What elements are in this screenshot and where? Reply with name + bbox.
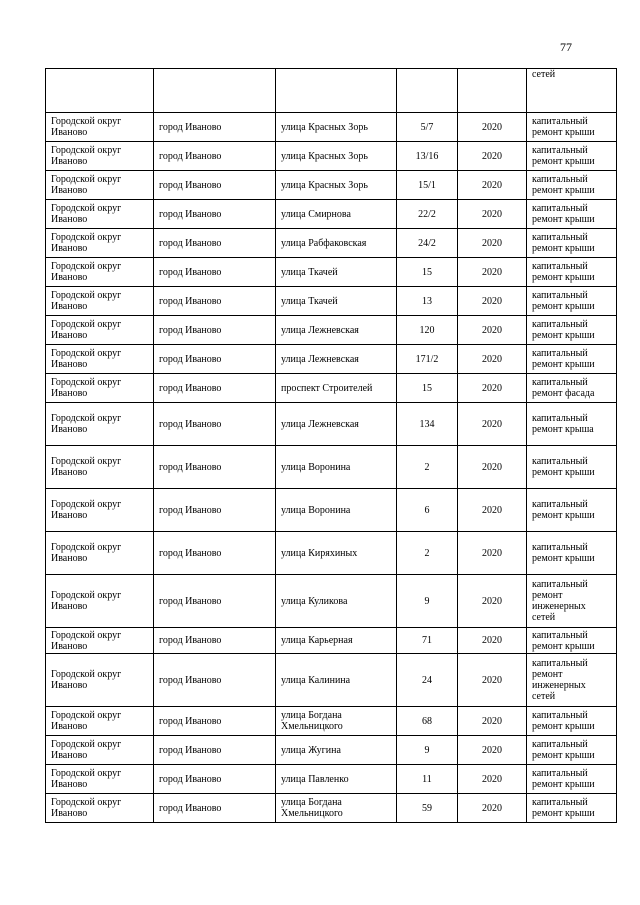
year-cell: 2020 xyxy=(458,113,527,142)
work-cell: капитальный ремонт крыши xyxy=(527,287,617,316)
street-cell: улица Ткачей xyxy=(276,258,397,287)
table-row xyxy=(46,532,617,575)
table-row xyxy=(46,765,617,794)
table-row xyxy=(46,258,617,287)
house-cell: 134 xyxy=(397,403,458,446)
street-cell: улица Лежневская xyxy=(276,316,397,345)
table-row xyxy=(46,287,617,316)
street-cell: улица Карьерная xyxy=(276,628,397,654)
year-cell xyxy=(458,69,527,113)
municipality-cell: Городской округ Иваново xyxy=(46,736,154,765)
year-cell: 2020 xyxy=(458,575,527,628)
municipality-cell: Городской округ Иваново xyxy=(46,765,154,794)
municipality-cell: Городской округ Иваново xyxy=(46,258,154,287)
settlement-cell: город Иваново xyxy=(154,229,276,258)
municipality-cell: Городской округ Иваново xyxy=(46,171,154,200)
house-cell: 24/2 xyxy=(397,229,458,258)
work-cell: капитальный ремонт крыши xyxy=(527,200,617,229)
settlement-cell xyxy=(154,69,276,113)
work-cell: капитальный ремонт крыши xyxy=(527,628,617,654)
work-cell: капитальный ремонт крыши xyxy=(527,229,617,258)
settlement-cell: город Иваново xyxy=(154,575,276,628)
house-cell: 11 xyxy=(397,765,458,794)
work-cell: капитальный ремонт крыши xyxy=(527,171,617,200)
settlement-cell: город Иваново xyxy=(154,142,276,171)
street-cell: улица Воронина xyxy=(276,489,397,532)
year-cell: 2020 xyxy=(458,628,527,654)
work-cell: капитальный ремонт крыши xyxy=(527,345,617,374)
municipality-cell: Городской округ Иваново xyxy=(46,200,154,229)
year-cell: 2020 xyxy=(458,258,527,287)
municipality-cell: Городской округ Иваново xyxy=(46,575,154,628)
house-cell: 9 xyxy=(397,736,458,765)
table-body xyxy=(46,69,617,823)
municipality-cell xyxy=(46,69,154,113)
house-cell: 68 xyxy=(397,707,458,736)
year-cell: 2020 xyxy=(458,403,527,446)
year-cell: 2020 xyxy=(458,200,527,229)
year-cell: 2020 xyxy=(458,794,527,823)
repair-schedule-table xyxy=(45,68,617,823)
street-cell: улица Воронина xyxy=(276,446,397,489)
work-cell: капитальный ремонт крыши xyxy=(527,258,617,287)
work-cell: капитальный ремонт крыши xyxy=(527,489,617,532)
house-cell: 24 xyxy=(397,654,458,707)
table-row xyxy=(46,374,617,403)
municipality-cell: Городской округ Иваново xyxy=(46,345,154,374)
settlement-cell: город Иваново xyxy=(154,628,276,654)
street-cell xyxy=(276,69,397,113)
table-row xyxy=(46,707,617,736)
settlement-cell: город Иваново xyxy=(154,794,276,823)
table-row xyxy=(46,316,617,345)
work-cell: капитальный ремонт крыши xyxy=(527,707,617,736)
house-cell: 120 xyxy=(397,316,458,345)
table-row-continuation xyxy=(46,69,617,113)
settlement-cell: город Иваново xyxy=(154,287,276,316)
house-cell: 71 xyxy=(397,628,458,654)
work-cell: капитальный ремонт инженерных сетей xyxy=(527,654,617,707)
house-cell: 9 xyxy=(397,575,458,628)
municipality-cell: Городской округ Иваново xyxy=(46,446,154,489)
municipality-cell: Городской округ Иваново xyxy=(46,142,154,171)
work-cell: капитальный ремонт крыши xyxy=(527,765,617,794)
table-row xyxy=(46,403,617,446)
house-cell: 15/1 xyxy=(397,171,458,200)
municipality-cell: Городской округ Иваново xyxy=(46,113,154,142)
year-cell: 2020 xyxy=(458,229,527,258)
house-cell xyxy=(397,69,458,113)
table-row xyxy=(46,200,617,229)
street-cell: улица Лежневская xyxy=(276,403,397,446)
street-cell: улица Богдана Хмельницкого xyxy=(276,794,397,823)
street-cell: улица Смирнова xyxy=(276,200,397,229)
street-cell: улица Киряхиных xyxy=(276,532,397,575)
settlement-cell: город Иваново xyxy=(154,171,276,200)
table-row xyxy=(46,794,617,823)
table-row xyxy=(46,229,617,258)
work-cell: капитальный ремонт инженерных сетей xyxy=(527,575,617,628)
street-cell: улица Лежневская xyxy=(276,345,397,374)
work-cell: капитальный ремонт фасада xyxy=(527,374,617,403)
street-cell: улица Павленко xyxy=(276,765,397,794)
house-cell: 15 xyxy=(397,258,458,287)
year-cell: 2020 xyxy=(458,765,527,794)
house-cell: 2 xyxy=(397,446,458,489)
house-cell: 22/2 xyxy=(397,200,458,229)
table-row xyxy=(46,142,617,171)
table-row xyxy=(46,171,617,200)
work-cell: капитальный ремонт крыша xyxy=(527,403,617,446)
municipality-cell: Городской округ Иваново xyxy=(46,374,154,403)
table-row xyxy=(46,489,617,532)
settlement-cell: город Иваново xyxy=(154,403,276,446)
house-cell: 5/7 xyxy=(397,113,458,142)
year-cell: 2020 xyxy=(458,345,527,374)
street-cell: проспект Строителей xyxy=(276,374,397,403)
municipality-cell: Городской округ Иваново xyxy=(46,287,154,316)
street-cell: улица Рабфаковская xyxy=(276,229,397,258)
year-cell: 2020 xyxy=(458,489,527,532)
settlement-cell: город Иваново xyxy=(154,113,276,142)
street-cell: улица Жугина xyxy=(276,736,397,765)
work-cell: капитальный ремонт крыши xyxy=(527,794,617,823)
settlement-cell: город Иваново xyxy=(154,765,276,794)
house-cell: 171/2 xyxy=(397,345,458,374)
work-cell: сетей xyxy=(527,69,617,113)
settlement-cell: город Иваново xyxy=(154,654,276,707)
year-cell: 2020 xyxy=(458,287,527,316)
municipality-cell: Городской округ Иваново xyxy=(46,654,154,707)
year-cell: 2020 xyxy=(458,316,527,345)
street-cell: улица Богдана Хмельницкого xyxy=(276,707,397,736)
year-cell: 2020 xyxy=(458,532,527,575)
table-row xyxy=(46,345,617,374)
table-row xyxy=(46,628,617,654)
work-cell: капитальный ремонт крыши xyxy=(527,316,617,345)
municipality-cell: Городской округ Иваново xyxy=(46,316,154,345)
table-row xyxy=(46,446,617,489)
settlement-cell: город Иваново xyxy=(154,345,276,374)
house-cell: 15 xyxy=(397,374,458,403)
table-row xyxy=(46,113,617,142)
municipality-cell: Городской округ Иваново xyxy=(46,794,154,823)
street-cell: улица Ткачей xyxy=(276,287,397,316)
year-cell: 2020 xyxy=(458,446,527,489)
house-cell: 13 xyxy=(397,287,458,316)
settlement-cell: город Иваново xyxy=(154,374,276,403)
settlement-cell: город Иваново xyxy=(154,532,276,575)
municipality-cell: Городской округ Иваново xyxy=(46,532,154,575)
table-row xyxy=(46,575,617,628)
work-cell: капитальный ремонт крыши xyxy=(527,446,617,489)
year-cell: 2020 xyxy=(458,654,527,707)
table-row xyxy=(46,736,617,765)
settlement-cell: город Иваново xyxy=(154,316,276,345)
work-cell: капитальный ремонт крыши xyxy=(527,113,617,142)
year-cell: 2020 xyxy=(458,171,527,200)
house-cell: 6 xyxy=(397,489,458,532)
settlement-cell: город Иваново xyxy=(154,707,276,736)
settlement-cell: город Иваново xyxy=(154,736,276,765)
house-cell: 2 xyxy=(397,532,458,575)
settlement-cell: город Иваново xyxy=(154,489,276,532)
street-cell: улица Красных Зорь xyxy=(276,142,397,171)
municipality-cell: Городской округ Иваново xyxy=(46,229,154,258)
municipality-cell: Городской округ Иваново xyxy=(46,403,154,446)
table-row xyxy=(46,654,617,707)
municipality-cell: Городской округ Иваново xyxy=(46,707,154,736)
settlement-cell: город Иваново xyxy=(154,200,276,229)
street-cell: улица Калинина xyxy=(276,654,397,707)
year-cell: 2020 xyxy=(458,707,527,736)
house-cell: 13/16 xyxy=(397,142,458,171)
street-cell: улица Куликова xyxy=(276,575,397,628)
work-cell: капитальный ремонт крыши xyxy=(527,142,617,171)
settlement-cell: город Иваново xyxy=(154,258,276,287)
municipality-cell: Городской округ Иваново xyxy=(46,628,154,654)
year-cell: 2020 xyxy=(458,142,527,171)
street-cell: улица Красных Зорь xyxy=(276,113,397,142)
year-cell: 2020 xyxy=(458,374,527,403)
street-cell: улица Красных Зорь xyxy=(276,171,397,200)
municipality-cell: Городской округ Иваново xyxy=(46,489,154,532)
work-cell: капитальный ремонт крыши xyxy=(527,736,617,765)
year-cell: 2020 xyxy=(458,736,527,765)
house-cell: 59 xyxy=(397,794,458,823)
settlement-cell: город Иваново xyxy=(154,446,276,489)
work-cell: капитальный ремонт крыши xyxy=(527,532,617,575)
page-number: 77 xyxy=(560,40,572,54)
